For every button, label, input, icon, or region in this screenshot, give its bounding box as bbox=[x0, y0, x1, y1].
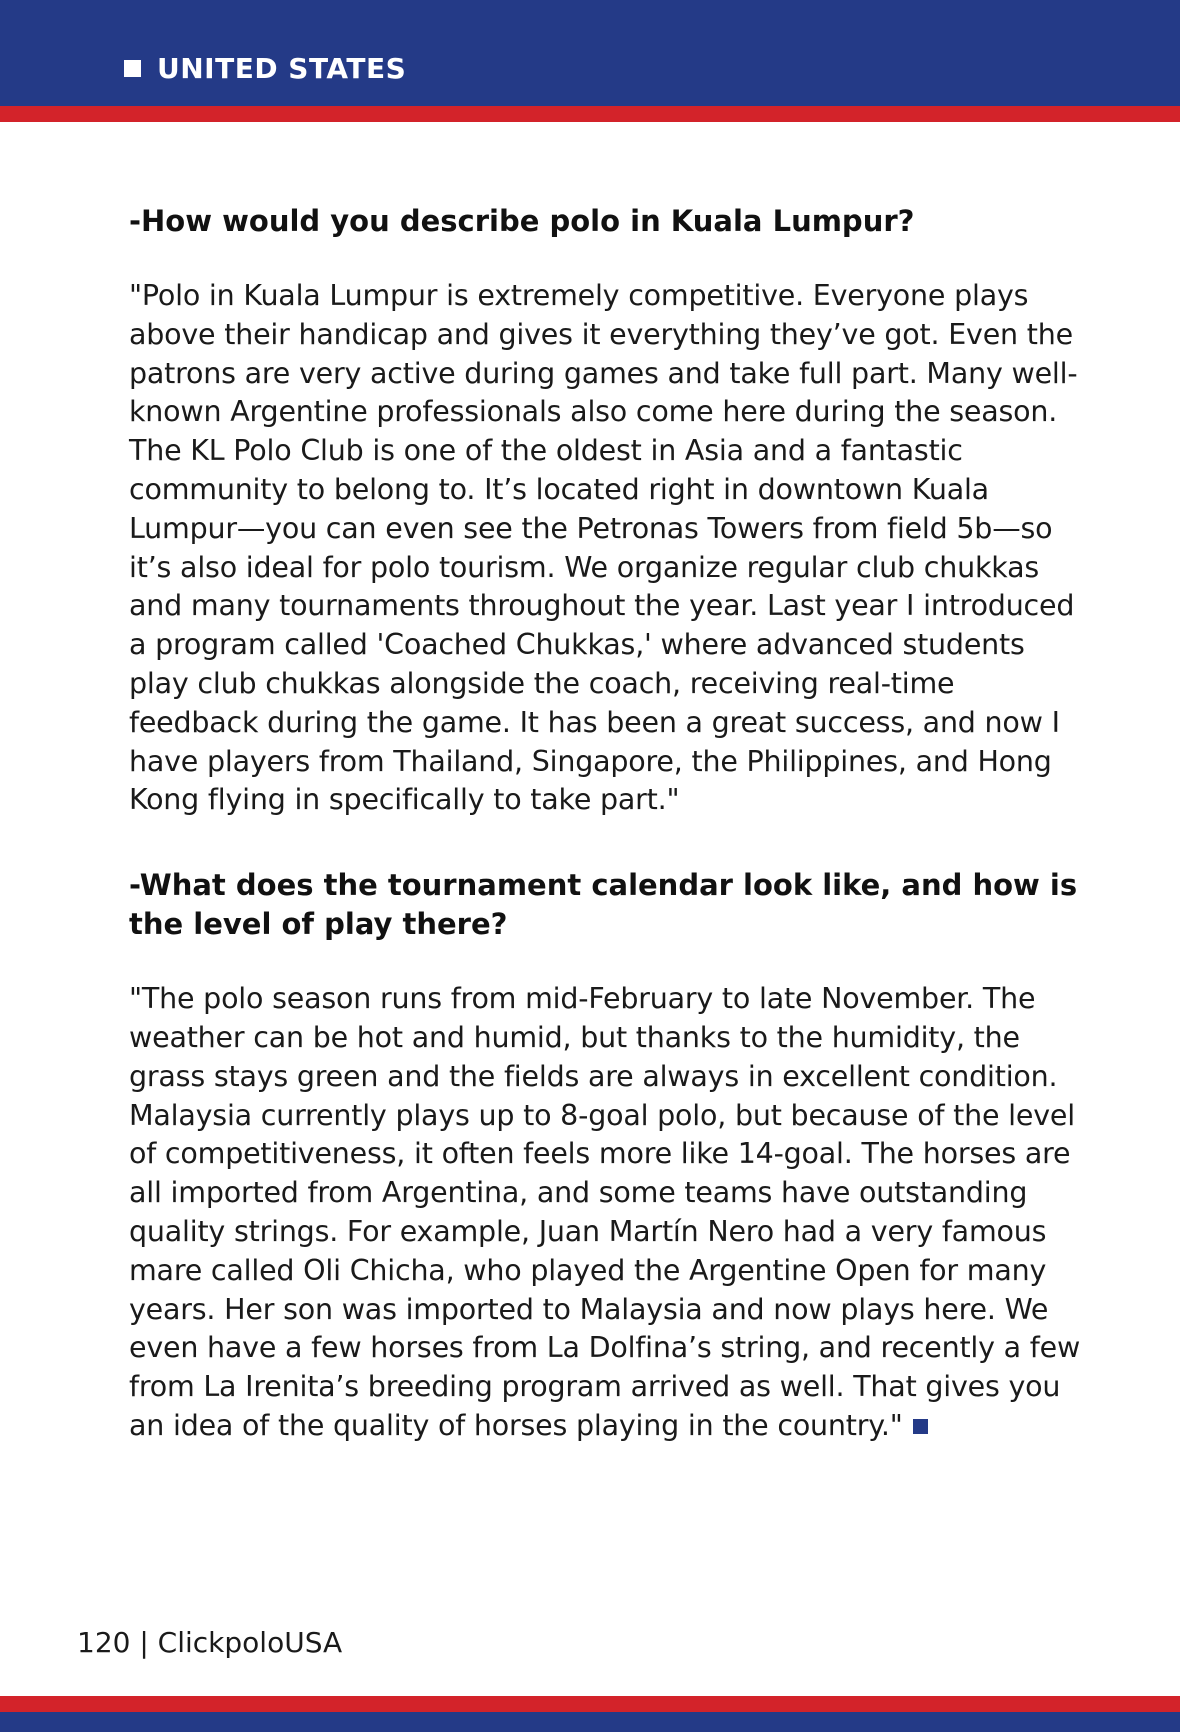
answer-1: "Polo in Kuala Lumpur is extremely competitive. Everyone plays above their handicap and gives it everything they’ve got. Even the patrons are very active during games and take full part. Many well-known Argentine professionals also come here during the season. The KL Polo Club is one of the oldest in Asia and a fantastic community to belong to. It’s located right in downtown Kuala Lumpur—you can even see the Petronas Towers from field 5b—so it’s also ideal for polo tourism. We organize regular club chukkas and many tournaments throughout the year. Last year I introduced a program called 'Coached Chukkas,' where advanced students play club chukkas alongside the coach, receiving real-time feedback during the game. It has been a great success, and now I have players from Thailand, Singapore, the Philippines, and Hong Kong flying in specifically to take part." bbox=[129, 279, 1078, 817]
question-1: -How would you describe polo in Kuala Lumpur? bbox=[129, 204, 915, 238]
section-label bbox=[124, 52, 406, 85]
footer-red-stripe bbox=[0, 1696, 1180, 1712]
square-bullet-icon bbox=[124, 60, 141, 77]
page-footer-label: 120 | ClickpoloUSA bbox=[77, 1626, 343, 1659]
section-label-text: UNITED STATES bbox=[157, 52, 407, 85]
article-body bbox=[129, 202, 1089, 1446]
end-of-article-square-icon bbox=[913, 1419, 928, 1434]
answer-2-text: "The polo season runs from mid-February to late November. The weather can be hot and humid, but thanks to the humidity, the grass stays green and the fields are always in excellent condition. Malaysia currently plays up to 8-goal polo, but because of the level of competitiveness, it often feels more like 14-goal. The horses are all imported from Argentina, and some teams have outstanding quality strings. For example, Juan Martín Nero had a very famous mare called Oli Chicha, who played the Argentine Open for many years. Her son was imported to Malaysia and now plays here. We even have a few horses from La Dolfina’s string, and recently a few from La Irenita’s breeding program arrived as well. That gives you an idea of the quality of horses playing in the country." bbox=[129, 982, 1081, 1442]
question-2: -What does the tournament calendar look like, and how is the level of play there? bbox=[129, 868, 1078, 942]
header-red-stripe bbox=[0, 106, 1180, 122]
answer-2 bbox=[129, 980, 1089, 1446]
footer-band bbox=[0, 1712, 1180, 1732]
